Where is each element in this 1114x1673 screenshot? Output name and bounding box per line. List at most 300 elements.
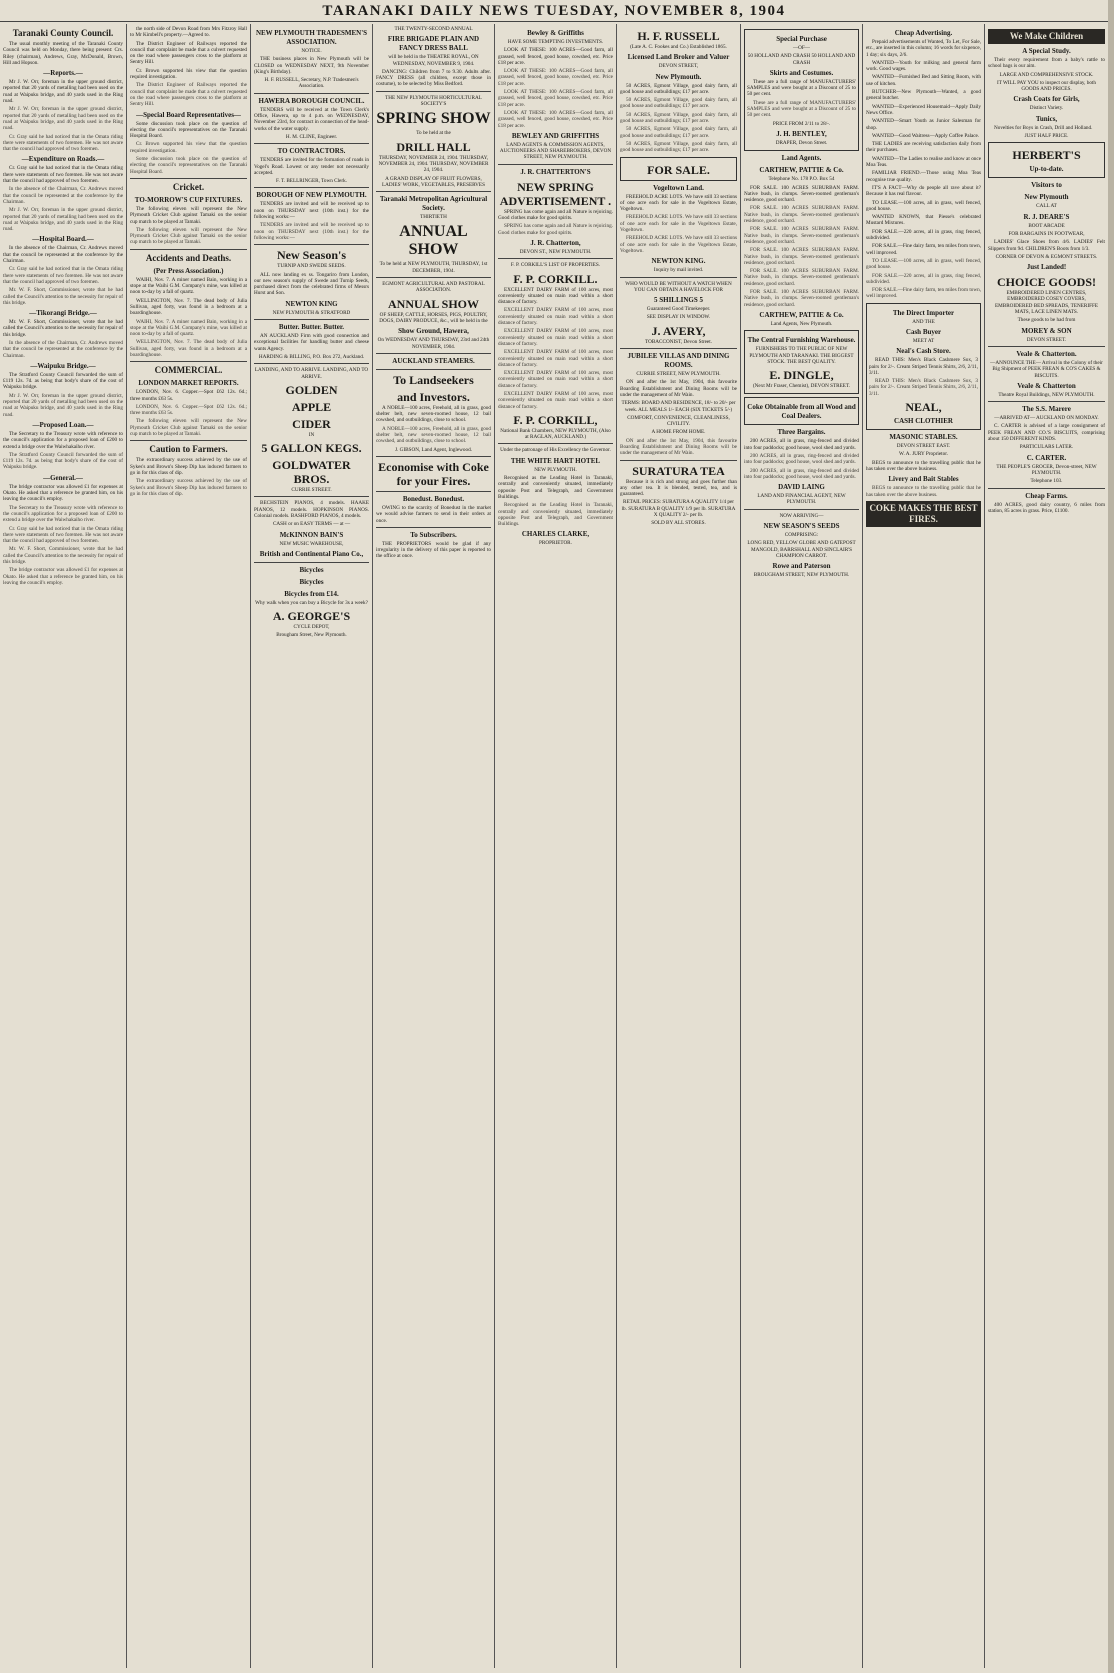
article-text: WELLINGTON, Nov. 7. The dead body of Julia Sullivan, aged forty, was found in a bedroom at a boardinghouse.	[130, 339, 247, 358]
divider	[130, 440, 247, 441]
ad-text: 200 ACRES, all in grass, ring-fenced and divided into four paddocks; good house, wool shed and yards.	[744, 452, 859, 466]
article-heading: Cricket.	[172, 181, 205, 192]
ad-text: 200 ACRES, all in grass, ring-fenced and divided into four paddocks; good house, wool shed and yards.	[744, 467, 859, 480]
article-text: Cr. Gray said he had noticed that in the Omata riding there were statements of two foremen. He was not aware that the council had approved of two foremen.	[3, 133, 123, 153]
ad-subheading: LANDING, AND TO ARRIVE. LANDING, AND TO ARRIVE.	[254, 367, 369, 380]
ad-heading: MOREY & SON	[1021, 326, 1072, 335]
ad-heading: British and Continental Piano Co.,	[259, 549, 364, 558]
ad-subheading: SEE DISPLAY IN WINDOW.	[646, 314, 711, 321]
ad-subheading: HAVE SOME TEMPTING INVESTMENTS.	[507, 39, 604, 45]
ad-subheading: Distinct Variety.	[1029, 105, 1064, 112]
ad-heading: SURATURA TEA	[632, 463, 725, 478]
ad-text: DANCING: Children from 7 to 9.30. Adults after. FANCY DRESS (all children, except those in costume), to be selected by Miss Bedford.	[376, 68, 491, 88]
ad-heading: A. GEORGE'S	[272, 609, 351, 624]
ad-heading: Visitors to	[1031, 181, 1062, 190]
article-text: Mr J. W. Orr, foreman in the upper ground district, reported that 20 yards of metalling had been used on the road at Waipuku bridge, and 40 yards used in the Ring road.	[3, 392, 123, 418]
column-2	[127, 26, 250, 1666]
ad-text: To be held at NEW PLYMOUTH, THURSDAY, 1st DECEMBER, 1904.	[379, 261, 488, 274]
article-text: Cr. Gray said he had noticed that in the Omata riding there were statements of two foremen. He was not aware that the council had approved of two foremen.	[3, 165, 123, 185]
ad-subheading: W. A. JURY Proprietor.	[899, 451, 948, 458]
ad-text: LOOK AT THESE: 100 ACRES—Good farm, all grassed, well fenced, good house, cowshed, etc. Price £18 per acre.	[498, 47, 613, 66]
ad-heading: Cheap Farms.	[1025, 491, 1068, 500]
column-8	[863, 26, 984, 1666]
article-text: Mr. W. F. Short, Commissioner, wrote that he had called the Council's attention to the necessity for repair of this bridge.	[3, 287, 123, 306]
classified-item: FOR SALE.—Fine dairy farm, ten miles from town, well improved.	[866, 243, 981, 256]
column-1	[0, 26, 126, 1666]
classified-item: IT'S A FACT—Why do people all rave about it? Because it has real flavour.	[866, 184, 981, 198]
article-text: The Secretary to the Treasury wrote with reference to the council's application for a proposed loan of £200 to extend a bridge over the Waiwhakaiho river.	[3, 430, 123, 450]
ad-subheading: LAND AND FINANCIAL AGENT, NEW PLYMOUTH.	[757, 493, 846, 506]
ad-text: SPRING has come again and all Nature is rejoicing. Good clothes make for good spirits.	[498, 208, 613, 222]
ad-heading: The Central Furnishing Warehouse.	[747, 336, 856, 345]
ad-signature: PROPRIETOR.	[539, 540, 572, 547]
article-text: Some discussion took place on the question of electing the council's representatives on the Taranaki Hospital Board.	[130, 120, 247, 140]
article-text: The District Engineer of Railways reported the council that complaint be made that a culvert requested on the road where passengers cross to the platform at Sentry Hill.	[130, 82, 247, 108]
ad-banner: COKE MAKES THE BEST FIRES.	[866, 501, 981, 527]
ad-heading: Special Purchase	[776, 35, 827, 43]
ad-banner: We Make Children	[988, 29, 1105, 44]
ad-text: 50 ACRES, Egmont Village, good dairy farm, all good house and outbuildings; £17 per acre.	[620, 126, 737, 139]
ad-subheading: Inquiry by mail invited.	[653, 267, 704, 274]
ad-signature: H. F. RUSSELL, Secretary, N.P. Tradesmen's Association.	[264, 77, 359, 90]
ad-signature: NEWTON KING	[285, 299, 338, 308]
ad-text: —ANNOUNCE THE— Arrival in the Colony of their Big Shipment of PEEK FREAN & CO'S CAKES & BISCUITS.	[990, 359, 1103, 379]
divider	[988, 488, 1105, 489]
ad-text: LADIES' Glace Shoes from 4/6. LADIES' Felt Slippers from 9d. CHILDREN'S Boots from 1/3.	[988, 239, 1105, 252]
article-subheading: —Hospital Board.—	[32, 235, 94, 244]
article-text: The bridge contractor was allowed £1 for expenses at Okato. He asked that a reference be granted him, on his leaving the council's employ.	[3, 483, 123, 503]
ad-signature: CHARLES CLARKE,	[521, 530, 590, 539]
ad-heading: Veale & Chatterton.	[1016, 349, 1077, 358]
ad-heading: 5 SHILLINGS 5	[653, 296, 704, 305]
ad-signature: SOLD BY ALL STORES.	[651, 520, 706, 527]
ad-box	[744, 330, 859, 394]
ad-heading: McKINNON BAIN'S	[279, 530, 344, 539]
ad-text: Recognised as the Leading Hotel in Taranaki, centrally and conveniently situated, immediately opposite Post and Telegraph, and Government Buildings.	[498, 502, 613, 528]
ad-subheading: PRICE FROM 2/11 to 28/-.	[772, 120, 831, 127]
ad-heading: Economise with Coke for your Fires.	[378, 459, 489, 488]
ad-heading: BEWLEY AND GRIFFITHS	[511, 131, 600, 140]
ad-subheading: A GRAND DISPLAY OF FRUIT FLOWERS, LADIES' WORK, VEGETABLES, PRESERVES	[382, 175, 485, 188]
ad-text: Recognised as the Leading Hotel in Taranaki, centrally and conveniently situated, immediately opposite Post and Telegraph, and Government Buildings.	[498, 475, 613, 500]
ad-text: LOOK AT THESE: 100 ACRES—Good farm, all grassed, well fenced, good house, cowshed, etc. Price £18 per acre.	[498, 109, 613, 129]
ad-text: RETAIL PRICES: SURATURA A QUALITY 1/4 per lb. SURATURA B QUALITY 1/9 per lb. SURATURA X QUALITY 2/- per lb.	[621, 499, 736, 519]
ad-heading: Cash Buyer	[905, 327, 942, 336]
ad-subheading: BROUGHAM STREET, NEW PLYMOUTH.	[753, 572, 850, 579]
ad-text: BECHSTEIN PIANOS, 4 models. HAAKE PIANOS, 12 models. HOPKINSON PIANOS. Colonial models. BASHFORD PIANOS, 4 models.	[254, 500, 369, 519]
ad-subheading: CYCLE DEPOT,	[293, 624, 330, 631]
ad-box	[744, 397, 859, 425]
ad-heading: Neal's Cash Store.	[896, 347, 951, 356]
ad-heading: JUBILEE VILLAS AND DINING ROOMS.	[627, 352, 730, 370]
ad-subheading: LARGE AND COMPREHENSIVE STOCK.	[999, 71, 1094, 78]
ad-box	[744, 29, 859, 151]
ad-heading: C. CARTER.	[1026, 453, 1067, 462]
ad-text: These are a full range of MANUFACTURERS' SAMPLES and were bought at a Discount of 25 to 50 per cent.	[747, 78, 856, 98]
ad-signature: HARDING & BILLING, P.O. Box 272, Auckland.	[258, 353, 365, 360]
ad-text: Why walk when you can buy a Bicycle for 3s a week?	[255, 599, 368, 606]
column-7	[741, 26, 862, 1666]
ad-text: 400 ACRES, good dairy country, 6 miles from station, 85 acres in grass. Price, £1100.	[988, 501, 1105, 514]
divider	[376, 191, 491, 192]
article-text: The Stratford County Council forwarded the sum of £119 12s. 7d. as being that body's share of the cost of Waipuku bridge.	[3, 451, 123, 471]
divider	[376, 527, 491, 528]
article-text: Mr. W. F. Short, Commissioner, wrote that he had called the Council's attention to the necessity for repair of this bridge.	[3, 319, 123, 338]
ad-signature: Rowe and Paterson	[772, 562, 831, 571]
ad-signature: DAVID LAING	[778, 483, 825, 492]
ad-heading: Just Landed!	[1026, 263, 1067, 272]
ad-subheading: F. P. CORKILL'S LIST OF PROPERTIES.	[510, 262, 601, 269]
ad-text: A NOBLE—100 acres, Freehold, all in grass, good shelter belt, new seven-roomed house, 12 bail cowshed, and outbuildings, close to school.	[376, 404, 491, 424]
ad-text: TERMS: BOARD AND RESIDENCE, 18/- to 20/- per week. ALL MEALS 1/- EACH (SIX TICKETS 5/-)	[621, 400, 736, 413]
ad-text: TENDERS are invited for the formation of roads in Vogel's Road. Lowest or any tender not necessarily accepted.	[254, 157, 369, 176]
ad-heading: APPLE	[291, 399, 332, 414]
ad-signature: DRAPER, Devon Street.	[775, 139, 828, 146]
ad-heading: J. R. CHATTERTON'S	[520, 167, 591, 176]
divider	[254, 496, 369, 497]
ad-subheading: TURNIP AND SWEDE SEEDS.	[277, 263, 346, 270]
ad-subheading: —ARRIVED AT— AUCKLAND ON MONDAY.	[994, 415, 1099, 422]
classified-item: WANTED—Good Waitress—Apply Coffee Palace.	[872, 132, 980, 139]
article-text: Cr. Gray said he had noticed that in the Omata riding there were statements of two foremen. He was not aware that the council had approved of two foremen.	[3, 266, 123, 285]
ad-subheading: DEVON STREET.	[1026, 336, 1067, 343]
ad-signature: TOBACCONIST, Devon Street.	[645, 338, 712, 345]
ad-subheading: will be held in the THEATRE ROYAL, ON WEDNESDAY, NOVEMBER 9, 1904.	[388, 54, 479, 67]
article-text: The bridge contractor was allowed £1 for expenses at Okato. He asked that a reference be granted him, on his leaving the council's employ.	[3, 567, 123, 586]
ad-text: On WEDNESDAY AND THURSDAY, 23rd and 24th NOVEMBER, 1904.	[377, 337, 490, 350]
column-9	[985, 26, 1108, 1666]
ad-heading: FIRE BRIGADE PLAIN AND FANCY DRESS BALL	[387, 35, 480, 53]
ad-heading: F. P. CORKILL.	[513, 271, 598, 286]
ad-box	[866, 303, 981, 430]
ad-heading: CHOICE GOODS!	[996, 275, 1096, 290]
ad-text: FOR SALE. 100 ACRES SUBURBAN FARM. Native bush, in clumps. Seven-roomed gentleman's residence, good orchard.	[744, 247, 859, 266]
divider	[254, 363, 369, 364]
ad-subheading: COMPRISING:	[784, 532, 819, 539]
article-subheading: —Waipuku Bridge.—	[30, 361, 96, 370]
article-text: The extraordinary success achieved by the use of Sykes's and Brown's Sheep Dip has induced farmers to go in for this class of dip.	[130, 478, 247, 497]
ad-text: WHO WOULD BE WITHOUT A WATCH WHEN YOU CAN OBTAIN A HAVELOCK FOR	[625, 280, 732, 293]
divider	[254, 93, 369, 94]
ad-heading: Veale & Chatterton	[1017, 381, 1076, 390]
ad-text: EXCELLENT DAIRY FARM of 100 acres, most conveniently situated on main road within a short distance of factory.	[498, 370, 613, 389]
ad-heading: H. F. RUSSELL	[637, 29, 720, 43]
article-text: Cr. Gray said he had noticed that in the Omata riding there were statements of two foremen. He was not aware that the council had approved of two foremen.	[3, 525, 123, 545]
ad-heading: Livery and Bait Stables	[888, 475, 959, 484]
ad-heading: Bewley & Griffiths	[527, 29, 584, 37]
ad-signature: J. AVERY,	[651, 323, 706, 338]
ad-signature: J. GIBSON, Land Agent, Inglewood.	[395, 446, 472, 453]
ad-heading: Bicycles	[299, 565, 324, 574]
article-text: The following eleven will represent the New Plymouth Cricket Club against Tamaki on the senior cup match to be played at Tamaki.	[130, 226, 247, 246]
article-text: the north side of Devon Road from Mrs Fitzroy Hall to Mr Kimbell's property.—Agreed to.	[130, 26, 247, 39]
divider	[376, 353, 491, 354]
ad-subheading: Guaranteed Good Timekeeper.	[646, 306, 711, 313]
ad-heading: Land Agents.	[781, 154, 822, 163]
ad-text: EXCELLENT DAIRY FARM of 100 acres, most conveniently situated on main road within a short distance of factory.	[498, 328, 613, 347]
ad-text: 50 ACRES, Egmont Village, good dairy farm, all good house and outbuildings; £17 per acre.	[620, 111, 737, 125]
ad-text: 200 ACRES, all in grass, ring-fenced and divided into four paddocks; good house, wool shed and yards.	[744, 438, 859, 451]
ad-subheading: MEET AT	[912, 337, 935, 344]
ad-heading: NEW SEASON'S SEEDS	[763, 522, 840, 531]
article-text: The following eleven will represent the New Plymouth Cricket Club against Tamaki on the senior cup match to be played at Tamaki.	[130, 205, 247, 225]
classified-item: WANTED—Experienced Housemaid—Apply Daily News Office.	[866, 103, 981, 116]
ad-heading: Cheap Advertising.	[894, 29, 953, 37]
ad-signature: (Next Mr Fraser, Chemist), DEVON STREET.	[752, 383, 851, 390]
article-subheading: —Expenditure on Roads.—	[21, 155, 105, 164]
ad-subheading: COMFORT, CONVENIENCE, CLEANLINESS, CIVILITY.	[627, 414, 730, 428]
ad-text: TENDERS will be received at the Town Clerk's Office, Hawera, up to 4 p.m. on WEDNESDAY, November 23rd, for contract in connection of the head-works of the water supply.	[254, 106, 369, 132]
ad-text: TENDERS are invited and will be received up to noon on THURSDAY next (10th inst.) for the following works:—	[254, 222, 369, 241]
ad-text: A NOBLE—100 acres, Freehold, all in grass, good shelter belt, new seven-roomed house, 12 bail cowshed, and outbuildings, close to school.	[376, 425, 491, 445]
ad-subheading: To be held at the	[416, 130, 451, 137]
ad-subheading: (Late A. C. Fookes and Co.) Established 1865.	[630, 44, 727, 50]
article-text: LONDON, Nov. 6. Copper.—Spot £62 12s. 6d.; three months £63 5s.	[130, 403, 247, 417]
ad-signature: CARTHEW, PATTIE & Co.	[759, 310, 844, 319]
ad-heading: Up-to-date.	[1029, 165, 1064, 174]
ad-text: BEGS to announce to the travelling public that he has taken over the above business.	[866, 485, 981, 498]
ad-subheading: Telephone No. 178 P.O. Box 54	[768, 176, 835, 183]
classified-item: TO LEASE.—100 acres, all in grass, well fenced, good house.	[866, 199, 981, 212]
ad-text: ALL now landing ex ss. Tongariro from London, our new season's supply of Swede and Turnip Seeds, purchased direct from the celebrated firms of Messrs Hurst and Son.	[254, 271, 369, 297]
divider	[130, 249, 247, 250]
ad-text: FREEHOLD ACRE LOTS. We have still 33 sections of one acre each for sale in the Vogeltown Estate, Vogeltown.	[620, 235, 737, 254]
ad-text: Novelties for Boys in Crash, Drill and Holland.	[994, 124, 1093, 131]
ad-heading: Crash Coats for Girls,	[1013, 95, 1080, 104]
ad-subheading: Land Agents, New Plymouth.	[770, 320, 833, 327]
classified-item: FOR SALE.—Fine dairy farm, ten miles from town, well improved.	[866, 287, 981, 300]
ad-signature: J. H. BENTLEY,	[776, 129, 827, 138]
ad-text: EXCELLENT DAIRY FARM of 100 acres, most conveniently situated on main road within a short distance of factory.	[498, 286, 613, 306]
ad-subheading: BOOT ARCADE	[1028, 222, 1065, 229]
ad-heading: GOLDEN	[285, 382, 338, 397]
ad-signature: CASH CLOTHIER	[894, 417, 953, 426]
ad-heading: New Plymouth.	[655, 72, 702, 81]
divider	[988, 346, 1105, 347]
ad-text: LOOK AT THESE: 100 ACRES—Good farm, all grassed, well fenced, good house, cowshed, etc. Price £18 per acre.	[498, 89, 613, 108]
article-text: LONDON, Nov. 6. Copper.—Spot £62 12s. 6d.; three months £63 5s.	[130, 389, 247, 402]
ad-signature: F. T. BELLRINGER, Town Clerk.	[276, 178, 347, 185]
ad-heading: Bicycles	[299, 577, 324, 586]
article-heading: Taranaki County Council.	[12, 28, 114, 38]
ad-subheading: CASH or on EASY TERMS — at —	[272, 521, 351, 528]
ad-text: READ THIS: Men's Black Cashmere Sox, 3 pairs for 2/-. Cream Striped Tennis Shirts, 2/6, 2/11, 3/11.	[869, 378, 978, 397]
divider	[498, 443, 613, 444]
article-heading: Accidents and Deaths.	[145, 252, 232, 263]
ad-subheading: —OF—	[792, 45, 810, 51]
ad-subheading: THE TWENTY-SECOND ANNUAL	[394, 26, 473, 32]
classified-item: TO LEASE.—100 acres, all in grass, well fenced, good house.	[866, 257, 981, 271]
article-subheading: LONDON MARKET REPORTS.	[138, 379, 239, 388]
divider	[498, 164, 613, 165]
ad-subheading: DEVON STREET EAST.	[896, 443, 951, 450]
divider	[744, 509, 859, 510]
ad-subheading: CALL AT	[1036, 203, 1057, 210]
ad-signature: NEW PLYMOUTH & STRATFORD	[272, 309, 351, 316]
ad-heading: DRILL HALL	[396, 139, 471, 154]
divider	[254, 562, 369, 563]
ad-subheading: CURRIE STREET, NEW PLYMOUTH.	[636, 371, 721, 378]
ad-heading: FOR SALE.	[647, 162, 710, 177]
classified-item: WANTED KNOWN, that Piesse's celebrated Mustard Mixtures.	[866, 214, 981, 227]
ad-text: ON and after the 1st May, 1904, this favourite Boarding Establishment and Dining Rooms will be under the management of Mr Wain.	[620, 437, 737, 457]
ad-heading: Bonedust. Bonedust.	[402, 494, 465, 503]
column-5	[495, 26, 616, 1666]
ad-subheading: JUST HALF PRICE.	[1024, 133, 1069, 140]
ad-heading: THE WHITE HART HOTEL	[510, 456, 601, 465]
ad-text: TENDERS are invited and will be received up to noon on THURSDAY next (10th inst.) for the following works:—	[254, 201, 369, 221]
ad-text: AN AUCKLAND Firm with good connection and exceptional facilities for handling butter and cheese wants Agency.	[254, 333, 369, 352]
ad-subheading: PARTICULARS LATER.	[1019, 444, 1074, 451]
article-text: Mr. W. F. Short, Commissioner, wrote that he had called the Council's attention to the necessity for repair of this bridge.	[3, 546, 123, 565]
divider	[620, 277, 737, 278]
ad-text: OWING to the scarcity of Bonedust in the market we would advise farmers to send in their orders at once.	[376, 504, 491, 524]
divider	[376, 456, 491, 457]
ad-heading: 5 GALLON KEGS.	[261, 441, 362, 456]
ad-subheading: NOTICE.	[301, 48, 322, 54]
article-text: Mr J. W. Orr, foreman in the upper ground district, reported that 20 yards of metalling had been used on the road at Waipuku bridge, and 40 yards used in the Ring road.	[3, 106, 123, 132]
ad-subheading: NOW ARRIVING—	[779, 512, 824, 519]
ad-heading: The Direct Importer	[892, 308, 955, 317]
ad-subheading: THIRTIETH	[420, 214, 447, 221]
divider	[254, 319, 369, 320]
ad-text: 50 ACRES, Egmont Village, good dairy farm, all good house and outbuildings; £17 per acre.	[620, 140, 737, 154]
ad-heading: New Season's	[276, 248, 346, 263]
ad-heading: HERBERT'S	[1012, 148, 1081, 163]
article-subheading: (Per Press Association.)	[153, 266, 224, 275]
ad-heading: Taranaki Metropolitan Agricultural Society.	[379, 195, 488, 213]
ad-subheading: AND THE	[912, 318, 935, 325]
ad-heading: To Landseekers	[393, 372, 474, 387]
ad-signature: NEWTON KING.	[651, 257, 706, 266]
classified-item: FOR SALE.—220 acres, all in grass, ring fenced, subdivided.	[866, 228, 981, 242]
ad-heading: Bicycles from £14.	[284, 589, 339, 598]
ad-heading: HAWERA BOROUGH COUNCIL.	[258, 96, 365, 105]
ad-heading: NEW SPRING ADVERTISEMENT .	[499, 179, 612, 208]
ad-heading: and Investors.	[397, 389, 470, 404]
ad-text: THE PROPRIETORS would be glad if any irregularity in the delivery of this paper is reported to the office at once.	[376, 540, 491, 560]
article-text: In the absence of the Chairman, Cr. Andrews moved that the council be represented at the conference by the Chairman.	[3, 186, 123, 205]
ad-heading: Butter. Butter. Butter.	[278, 323, 345, 332]
article-subheading: —Special Board Representatives—	[136, 110, 241, 119]
ad-heading: CARTHEW, PATTIE & Co.	[759, 166, 844, 175]
article-text: Mr J. W. Orr, foreman in the upper ground district, reported that 20 yards of metalling had been used on the road at Waipuku bridge, and 40 yards used in the Ring road.	[3, 79, 123, 105]
article-text: The Stratford County Council forwarded the sum of £119 12s. 7d. as being that body's share of the cost of Waipuku bridge.	[3, 371, 123, 391]
ad-signature: H. M. CLINE, Engineer.	[285, 133, 338, 140]
ad-text: THURSDAY, NOVEMBER 24, 1904. THURSDAY, NOVEMBER 24, 1904. THURSDAY, NOVEMBER 24, 1904.	[378, 154, 489, 174]
ad-heading: TO CONTRACTORS.	[277, 147, 346, 156]
ad-heading: CIDER	[292, 416, 331, 431]
ad-text: Prepaid advertisements of Wanted, To Let, For Sale, etc., are inserted in this column; 16 words for sixpence, 1 day; six days, 2/6.	[866, 39, 981, 58]
ad-text: FOR SALE. 100 ACRES SUBURBAN FARM. Native bush, in clumps. Seven-roomed gentleman's residence, good orchard.	[744, 289, 859, 308]
classified-item: THE LADIES are receiving satisfaction daily from their purchases.	[866, 141, 981, 154]
article-text: The District Engineer of Railways reported the council that complaint be made that a culvert requested on the road where passengers cross to the platform at Sentry Hill.	[130, 40, 247, 66]
divider	[620, 348, 737, 349]
ad-box	[620, 157, 737, 181]
ad-subheading: IN	[308, 431, 315, 438]
article-text: Cr. Brown supported his view that the question required investigation.	[130, 67, 247, 81]
column-4	[373, 26, 494, 1666]
ad-text: FREEHOLD ACRE LOTS. We have still 33 sections of one acre each for sale in the Vogeltown Estate, Vogeltown.	[620, 193, 737, 213]
article-text: WELLINGTON, Nov. 7. The dead body of Julia Sullivan, aged forty, was found in a bedroom at a boardinghouse.	[130, 297, 247, 317]
article-subheading: —Reports.—	[43, 69, 83, 78]
ad-text: EXCELLENT DAIRY FARM of 100 acres, most conveniently situated on main road within a short distance of factory.	[498, 349, 613, 368]
ad-text: 50 ACRES, Egmont Village, good dairy farm, all good house and outbuildings; £17 per acre.	[620, 82, 737, 95]
ad-text: FOR SALE. 100 ACRES SUBURBAN FARM. Native bush, in clumps. Seven-roomed gentleman's residence, good orchard.	[744, 184, 859, 204]
divider	[376, 369, 491, 370]
ad-signature: NEAL,	[905, 400, 942, 415]
ad-text: LOOK AT THESE: 100 ACRES—Good farm, all grassed, well fenced, good house, cowshed, etc. Price £18 per acre.	[498, 68, 613, 87]
ad-heading: Tunics,	[1035, 114, 1058, 123]
ad-text: FOR SALE. 100 ACRES SUBURBAN FARM. Native bush, in clumps. Seven-roomed gentleman's residence, good orchard.	[744, 205, 859, 225]
masthead: TARANAKI DAILY NEWS TUESDAY, NOVEMBER 8, 1904	[0, 0, 1108, 22]
ad-signature: DEVON ST., NEW PLYMOUTH.	[519, 248, 592, 255]
ad-signature: J. R. Chatterton,	[530, 238, 581, 247]
divider	[376, 277, 491, 278]
ad-text: EXCELLENT DAIRY FARM of 100 acres, most conveniently situated on main road within a short distance of factory.	[498, 390, 613, 410]
ad-subheading: THE PEOPLE'S GROCER, Devon-street, NEW PLYMOUTH.	[996, 463, 1097, 476]
article-text: In the absence of the Chairman, Cr. Andrews moved that the council be represented at the conference by the Chairman.	[3, 245, 123, 265]
ad-heading: ANNUAL SHOW	[387, 296, 479, 311]
ad-subheading: NEW MUSIC WAREHOUSE,	[279, 540, 344, 547]
ad-heading: To Subscribers.	[410, 530, 457, 539]
article-text: WAIHI, Nov. 7. A miner named Bain, working in a stope at the Waihi G.M. Company's mine, was killed at noon to-day by a fall of quartz.	[130, 318, 247, 338]
classified-item: WANTED—Youth for milking and general farm work. Good wages.	[866, 59, 981, 73]
ad-text: THE business places in New Plymouth will be CLOSED on WEDNESDAY NEXT, 9th November (King's Birthday).	[254, 56, 369, 75]
ad-text: FREEHOLD ACRE LOTS. We have still 33 sections of one acre each for sale in the Vogeltown Estate, Vogeltown.	[620, 214, 737, 234]
ad-text: C. CARTER is advised of a large consignment of PEEK FREAN AND CO.'S BISCUITS, comprising about 150 DIFFERENT KINDS.	[988, 423, 1105, 443]
article-subheading: —Tikorangi Bridge.—	[29, 309, 97, 318]
divider	[620, 460, 737, 461]
ad-text: EMBROIDERED LINEN CENTRES, EMBROIDERED COSEY COVERS, EMBROIDERED BED SPREADS, TENERIFFE MATS, LACE LINEN MATS.	[994, 290, 1099, 316]
article-subheading: —Proposed Loan.—	[32, 420, 94, 429]
ad-subheading: LAND AGENTS & COMMISSION AGENTS, AUCTIONEERS AND SHAREBROKERS, DEVON STREET, NEW PLYMOUTH.	[499, 141, 612, 161]
article-text: The following eleven will represent the New Plymouth Cricket Club against Tamaki on the senior cup match to be played at Tamaki.	[130, 418, 247, 438]
ad-heading: BOROUGH OF NEW PLYMOUTH.	[256, 191, 367, 200]
ad-heading: Show Ground, Hawera,	[398, 327, 469, 336]
ad-heading: The S.S. Marere	[1022, 405, 1071, 414]
ad-subheading: CURRIE STREET.	[291, 487, 332, 494]
ad-signature: E. DINGLE,	[769, 368, 834, 383]
ad-subheading: EGMONT AGRICULTURAL AND PASTORAL ASSOCIATION.	[382, 281, 485, 294]
ad-text: FOR SALE. 100 ACRES SUBURBAN FARM. Native bush, in clumps. Seven-roomed gentleman's residence, good orchard.	[744, 268, 859, 287]
classified-item: WANTED—The Ladies to realise and know at once Moa Teas.	[866, 155, 981, 169]
divider	[254, 244, 369, 245]
article-subheading: TO-MORROW'S CUP FIXTURES.	[134, 195, 243, 204]
ad-heading: Three Bargains.	[777, 428, 826, 437]
ad-text: These are a full range of MANUFACTURERS' SAMPLES and were bought at a Discount of 25 to 50 per cent.	[747, 99, 856, 119]
ad-subheading: THE NEW PLYMOUTH HORTICULTURAL SOCIETY'S	[385, 94, 482, 108]
ad-text: SPRING has come again and all Nature is rejoicing. Good clothes make for good spirits.	[498, 223, 613, 236]
divider	[254, 143, 369, 144]
ad-heading: Skirts and Costumes.	[769, 68, 834, 77]
classified-item: WANTED—Furnished Bed and Sitting Room, with use of kitchen.	[866, 74, 981, 87]
ad-subheading: Brougham Street, New Plymouth.	[276, 632, 347, 639]
ad-text: EXCELLENT DAIRY FARM of 100 acres, most conveniently situated on main road within a short distance of factory.	[498, 307, 613, 327]
ad-subheading: Under the patronage of His Excellency the Governor.	[500, 447, 611, 454]
ad-subheading: Telephone 103.	[1030, 478, 1063, 485]
article-text: The extraordinary success achieved by the use of Sykes's and Brown's Sheep Dip has induced farmers to go in for this class of dip.	[130, 457, 247, 476]
ad-subheading: A HOME FROM HOME.	[651, 429, 706, 436]
ad-text: OF SHEEP, CATTLE, HORSES, PIGS, POULTRY, DOGS, DAIRY PRODUCE, &c., will be held in the	[379, 311, 488, 324]
article-text: The Secretary to the Treasury wrote with reference to the council's application for a proposed loan of £200 to extend a bridge over the Waiwhakaiho river.	[3, 504, 123, 524]
divider	[130, 178, 247, 179]
ad-signature: National Bank Chambers, NEW PLYMOUTH, (Also at RAGLAN, AUCKLAND.)	[500, 427, 611, 441]
ad-subheading: Theatre Royal Buildings, NEW PLYMOUTH.	[998, 391, 1095, 398]
classified-item: FAMILIAR FRIEND.—Those using Moa Teas recognise true quality.	[866, 170, 981, 183]
article-heading: COMMERCIAL.	[154, 365, 223, 376]
article-text: WAIHI, Nov. 7. A miner named Bain, working in a stope at the Waihi G.M. Company's mine, was killed at noon to-day by a fall of quartz.	[130, 276, 247, 296]
